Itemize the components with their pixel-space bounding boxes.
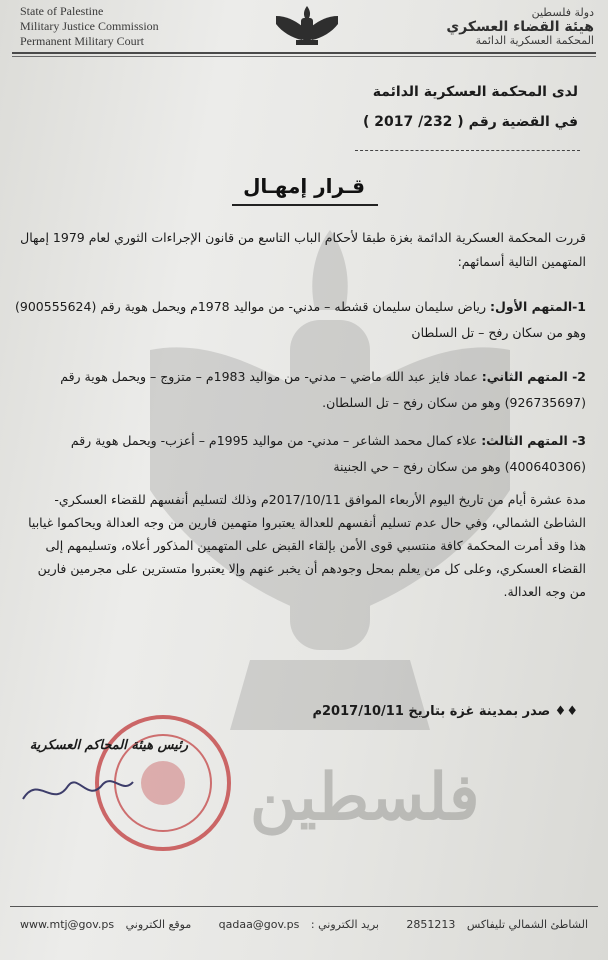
header-english (20, 4, 250, 49)
footer-divider (10, 906, 598, 907)
header-ar-line-1: دولة فلسطين (531, 6, 594, 19)
accused-3-label: 3- المتهم الثالث: (481, 433, 586, 448)
header-en-line-3: Permanent Military Court (20, 34, 144, 48)
accused-3 (14, 428, 586, 480)
header-divider (12, 52, 596, 54)
page-title: قـرار إمهـال (243, 174, 365, 198)
court-line: لدى المحكمة العسكرية الدائمة (372, 84, 578, 100)
accused-2-text: عماد فايز عبد الله ماضي – مدني- من مواليد 1983م – متزوج – ويحمل هوية رقم (926735697) وهو من سكان رفح – تل السلطان. (60, 369, 586, 410)
header-ar-line-3: المحكمة العسكرية الدائمة (475, 34, 594, 47)
header-divider-thin (12, 56, 596, 57)
header-en-line-2: Military Justice Commission (20, 19, 159, 33)
footer-address: الشاطئ الشمالي تليفاكس 2851213 (406, 918, 588, 931)
intro-paragraph: قررت المحكمة العسكرية الدائمة بغزة طبقا لأحكام الباب التاسع من قانون الإجراءات الثوري لعام 1979 إمهال المتهمين التالية أسمائهم: (20, 230, 586, 269)
case-number: في القضية رقم ( 232/ 2017 ) (362, 114, 578, 130)
accused-1-text: رياض سليمان سليمان قشطه – مدني- من مواليد 1978م ويحمل هوية رقم (900555624) وهو من سكان رفح – تل السلطان (15, 299, 586, 340)
footer (12, 918, 596, 931)
issued-line: ♦♦ صدر بمدينة غزة بتاريخ 2017/10/11م (312, 704, 578, 719)
footer-website[interactable]: موقع الكتروني www.mtj@gov.ps (20, 918, 192, 931)
accused-1-label: 1-المتهم الأول: (490, 299, 586, 314)
header-ar-line-2: هيئة القضاء العسكري (446, 19, 594, 35)
accused-2-label: 2- المتهم الثاني: (481, 369, 586, 384)
accused-2 (14, 364, 586, 416)
handwritten-signature-icon (18, 764, 138, 814)
header-en-line-1: State of Palestine (20, 4, 104, 18)
body-paragraph: مدة عشرة أيام من تاريخ اليوم الأربعاء الموافق 2017/10/11م وذلك لتسليم أنفسهم للقضاء العسكري- الشاطئ الشمالي، وفي حال عدم تسليم أنفسهم للعدالة يعتبروا متهمين فارين من وجه العدالة ويحاكموا غيابيا هذا وقد أمرت المحكمة كافة منتسبي قوى الأمن بإلقاء القبض على المتهمين المذكور أعلاه، وتسليمهم إلى القضاء العسكري، وعلى كل من يعلم بمحل وجودهم أن يخبر عنهم وإلا يعتبروا متسترين على مجرمين فارين من وجه العدالة. (28, 492, 586, 599)
watermark-text: فلسطين (250, 760, 480, 835)
footer-email[interactable]: بريد الكتروني : qadaa@gov.ps (218, 918, 379, 931)
accused-1 (14, 294, 586, 346)
title-underline (232, 204, 378, 206)
header-arabic (384, 6, 594, 48)
signature-title: رئيس هيئة المحاكم العسكرية (29, 738, 188, 753)
accused-3-text: علاء كمال محمد الشاعر – مدني- من مواليد 1995م – أعزب- ويحمل هوية رقم (400640306) وهو من سكان رفح – حي الجنينة (70, 433, 586, 474)
dashed-divider (355, 150, 580, 151)
palestine-eagle-emblem-icon (272, 4, 342, 46)
